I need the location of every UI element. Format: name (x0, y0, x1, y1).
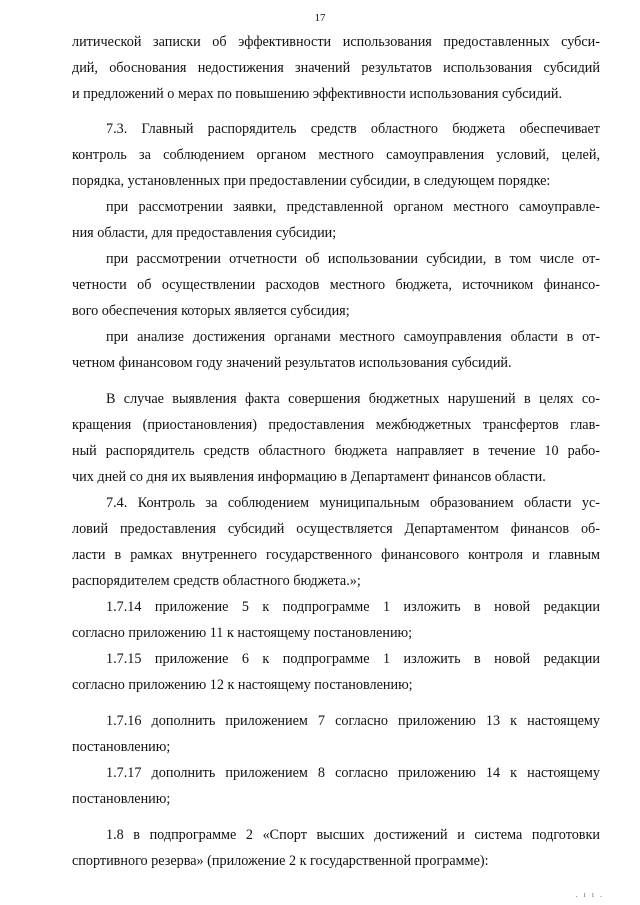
text-line: ласти в рамках внутреннего государственного финансового контроля и главным (72, 547, 600, 563)
text-line: при анализе достижения органами местного самоуправления области в от- (106, 329, 600, 345)
text-line: четности об осуществлении расходов местного бюджета, источником финансо- (72, 277, 600, 293)
text-line: постановлению; (72, 739, 171, 755)
text-line: 1.8 в подпрограмме 2 «Спорт высших достижений и система подготовки (106, 827, 600, 843)
text-line: порядка, установленных при предоставлении субсидии, в следующем порядке: (72, 173, 551, 189)
text-line: распорядителем средств областного бюджета.»; (72, 573, 361, 589)
text-line: 1.7.14 приложение 5 к подпрограмме 1 изложить в новой редакции (106, 599, 600, 615)
text-line: постановлению; (72, 791, 171, 807)
text-line: чих дней со дня их выявления информацию в Департамент финансов области. (72, 469, 546, 485)
text-line: В случае выявления факта совершения бюджетных нарушений в целях со- (106, 391, 600, 407)
text-line: спортивного резерва» (приложение 2 к государственной программе): (72, 853, 489, 869)
text-line: 7.4. Контроль за соблюдением муниципальным образованием области ус- (106, 495, 600, 511)
text-line: вого обеспечения которых является субсидия; (72, 303, 350, 319)
text-line: согласно приложению 12 к настоящему постановлению; (72, 677, 413, 693)
corner-mark: . ı ı . (575, 890, 604, 899)
text-line: кращения (приостановления) предоставления межбюджетных трансфертов глав- (72, 417, 600, 433)
text-line: дий, обоснования недостижения значений результатов использования субсидий (72, 60, 600, 76)
text-line: и предложений о мерах по повышению эффективности использования субсидий. (72, 86, 563, 102)
text-line: ный распорядитель средств областного бюджета направляет в течение 10 рабо- (72, 443, 600, 459)
text-line: согласно приложению 11 к настоящему постановлению; (72, 625, 413, 641)
text-line: 1.7.17 дополнить приложением 8 согласно приложению 14 к настоящему (106, 765, 600, 781)
text-line: 1.7.16 дополнить приложением 7 согласно приложению 13 к настоящему (106, 713, 600, 729)
text-line: ния области, для предоставления субсидии; (72, 225, 337, 241)
text-line: при рассмотрении отчетности об использовании субсидии, в том числе от- (106, 251, 600, 267)
page-number: 17 (314, 12, 326, 24)
text-line: при рассмотрении заявки, представленной органом местного самоуправле- (106, 199, 600, 215)
text-line: четном финансовом году значений результатов использования субсидий. (72, 355, 512, 371)
text-line: 7.3. Главный распорядитель средств областного бюджета обеспечивает (106, 121, 600, 137)
text-line: 1.7.15 приложение 6 к подпрограмме 1 изложить в новой редакции (106, 651, 600, 667)
text-line: ловий предоставления субсидий осуществляется Департаментом финансов об- (72, 521, 600, 537)
text-line: контроль за соблюдением органом местного самоуправления условий, целей, (72, 147, 600, 163)
text-line: литической записки об эффективности использования предоставленных субси- (72, 34, 600, 50)
